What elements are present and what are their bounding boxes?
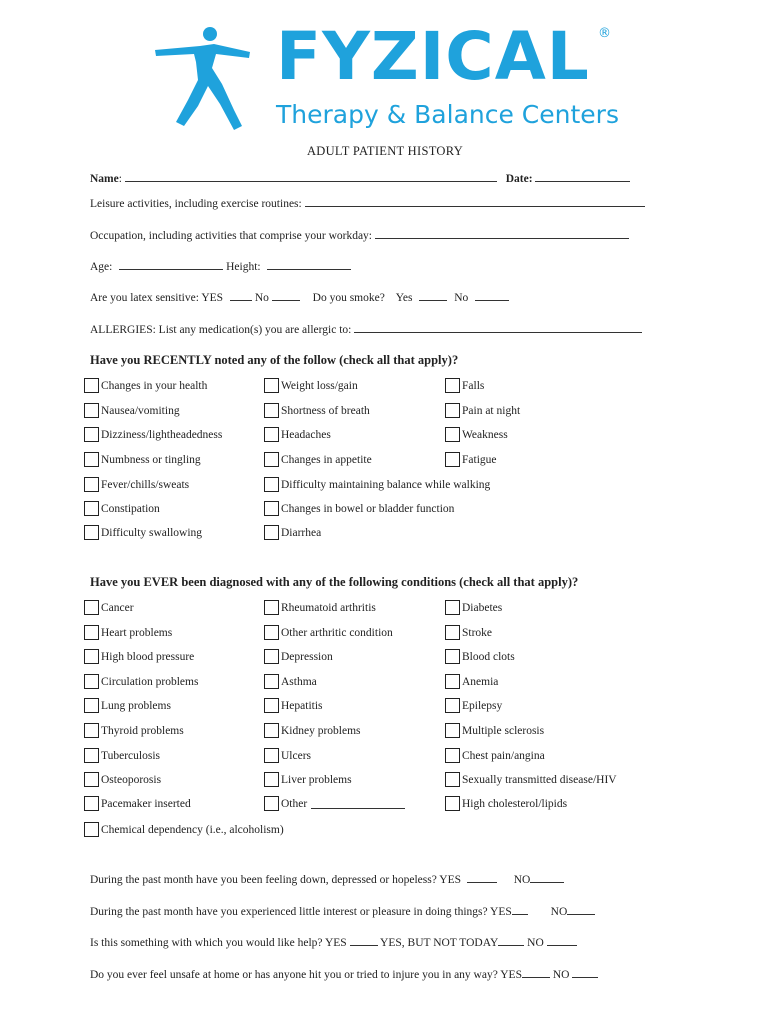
smoke-no-field[interactable] bbox=[475, 290, 509, 301]
ever-heading: Have you EVER been diagnosed with any of the following conditions (check all that apply)? bbox=[90, 575, 579, 589]
question-interest bbox=[90, 904, 595, 918]
q3-not-today-field[interactable] bbox=[498, 935, 524, 946]
checkbox-box[interactable] bbox=[445, 427, 460, 442]
checkbox-box[interactable] bbox=[84, 674, 99, 689]
date-field[interactable] bbox=[535, 171, 630, 182]
ever-checkbox[interactable] bbox=[84, 600, 134, 615]
checkbox-box[interactable] bbox=[445, 723, 460, 738]
checkbox-box[interactable] bbox=[84, 427, 99, 442]
checkbox-box[interactable] bbox=[264, 501, 279, 516]
checkbox-label: Headaches bbox=[281, 428, 331, 441]
ever-checkbox-other[interactable] bbox=[264, 796, 405, 811]
checkbox-box[interactable] bbox=[84, 649, 99, 664]
ever-checkbox[interactable] bbox=[84, 748, 160, 763]
recent-checkbox[interactable] bbox=[84, 525, 202, 540]
recent-checkbox[interactable] bbox=[264, 452, 372, 467]
q2-no-field[interactable] bbox=[567, 904, 595, 915]
checkbox-box[interactable] bbox=[264, 600, 279, 615]
checkbox-label: Dizziness/lightheadedness bbox=[101, 428, 223, 441]
checkbox-label: Osteoporosis bbox=[101, 773, 162, 786]
ever-checkbox[interactable] bbox=[84, 674, 198, 689]
checkbox-box[interactable] bbox=[84, 403, 99, 418]
recent-checkbox[interactable] bbox=[445, 452, 497, 467]
ever-checkbox[interactable] bbox=[264, 600, 376, 615]
ever-checkbox[interactable] bbox=[445, 649, 515, 664]
checkbox-label: Other bbox=[281, 797, 308, 810]
checkbox-box[interactable] bbox=[445, 649, 460, 664]
checkbox-box[interactable] bbox=[264, 452, 279, 467]
checkbox-label: High cholesterol/lipids bbox=[462, 797, 568, 810]
latex-no-field[interactable] bbox=[272, 290, 300, 301]
checkbox-label: Fatigue bbox=[462, 453, 497, 466]
checkbox-label: Liver problems bbox=[281, 773, 352, 786]
checkbox-label: Numbness or tingling bbox=[101, 453, 201, 466]
logo-subtitle: Therapy & Balance Centers bbox=[276, 100, 619, 129]
recent-checkbox[interactable] bbox=[84, 403, 180, 418]
q1-yes-field[interactable] bbox=[467, 872, 497, 883]
recent-checkbox[interactable] bbox=[84, 427, 222, 442]
ever-checkbox[interactable] bbox=[445, 674, 498, 689]
checkbox-box[interactable] bbox=[445, 378, 460, 393]
checkbox-box[interactable] bbox=[264, 427, 279, 442]
allergies-field[interactable] bbox=[354, 322, 642, 333]
checkbox-label: Pacemaker inserted bbox=[101, 797, 191, 810]
form-title: ADULT PATIENT HISTORY bbox=[306, 144, 464, 158]
checkbox-box[interactable] bbox=[264, 477, 279, 492]
checkbox-label: Thyroid problems bbox=[101, 724, 184, 737]
question-text: During the past month have you experienced little interest or pleasure in doing things? YES bbox=[90, 906, 512, 918]
checkbox-box[interactable] bbox=[445, 772, 460, 787]
checkbox-box[interactable] bbox=[445, 625, 460, 640]
checkbox-label: Tuberculosis bbox=[101, 749, 160, 762]
leisure-row bbox=[90, 196, 645, 210]
checkbox-box[interactable] bbox=[264, 625, 279, 640]
name-field[interactable] bbox=[125, 171, 497, 182]
checkbox-label: Depression bbox=[281, 650, 333, 663]
ever-checkbox[interactable] bbox=[84, 723, 184, 738]
checkbox-box[interactable] bbox=[84, 625, 99, 640]
q4-yes-field[interactable] bbox=[522, 967, 550, 978]
figure-logo-icon bbox=[150, 22, 260, 132]
ever-checkbox[interactable] bbox=[84, 822, 284, 837]
checkbox-box[interactable] bbox=[445, 674, 460, 689]
checkbox-box[interactable] bbox=[264, 796, 279, 811]
no-label: NO bbox=[550, 906, 568, 918]
ever-checkbox[interactable] bbox=[84, 625, 172, 640]
recent-checkbox[interactable] bbox=[264, 378, 358, 393]
height-label: Height: bbox=[226, 261, 261, 273]
question-text: Do you ever feel unsafe at home or has anyone hit you or tried to injure you in any way? YES bbox=[90, 969, 522, 981]
checkbox-label: Nausea/vomiting bbox=[101, 404, 180, 417]
ever-checkbox[interactable] bbox=[84, 698, 171, 713]
smoke-no-label: No bbox=[454, 292, 469, 304]
ever-checkbox[interactable] bbox=[264, 698, 323, 713]
smoke-yes-label: Yes bbox=[395, 292, 413, 304]
occupation-label: Occupation, including activities that comprise your workday: bbox=[90, 230, 372, 242]
smoke-yes-field[interactable] bbox=[419, 290, 447, 301]
checkbox-box[interactable] bbox=[84, 501, 99, 516]
recent-checkbox[interactable] bbox=[264, 501, 454, 516]
q1-no-field[interactable] bbox=[530, 872, 564, 883]
recent-checkbox[interactable] bbox=[445, 403, 520, 418]
recent-heading: Have you RECENTLY noted any of the follow (check all that apply)? bbox=[90, 353, 459, 367]
checkbox-box[interactable] bbox=[84, 698, 99, 713]
q2-yes-field[interactable] bbox=[512, 904, 528, 915]
checkbox-box[interactable] bbox=[84, 452, 99, 467]
name-date-row: Name: Date: bbox=[90, 171, 630, 185]
smoke-label: Do you smoke? bbox=[312, 292, 385, 304]
latex-no-label: No bbox=[254, 292, 269, 304]
allergies-row bbox=[90, 322, 642, 336]
recent-checkbox[interactable] bbox=[264, 525, 321, 540]
checkbox-box[interactable] bbox=[445, 600, 460, 615]
checkbox-label: Difficulty maintaining balance while walking bbox=[281, 478, 491, 491]
checkbox-box[interactable] bbox=[264, 378, 279, 393]
question-text: During the past month have you been feeling down, depressed or hopeless? YES bbox=[90, 874, 461, 886]
recent-checkbox[interactable] bbox=[445, 427, 508, 442]
checkbox-label: Other arthritic condition bbox=[281, 626, 393, 639]
checkbox-box[interactable] bbox=[84, 378, 99, 393]
ever-checkbox[interactable] bbox=[84, 649, 194, 664]
checkbox-label: Pain at night bbox=[462, 404, 521, 417]
recent-checkbox[interactable] bbox=[445, 378, 484, 393]
question-help bbox=[90, 935, 577, 949]
recent-checkbox[interactable] bbox=[84, 378, 207, 393]
recent-checkbox[interactable] bbox=[84, 477, 189, 492]
checkbox-label: Diabetes bbox=[462, 601, 503, 614]
checkbox-label: Changes in bowel or bladder function bbox=[281, 502, 455, 515]
checkbox-label: Sexually transmitted disease/HIV bbox=[462, 773, 617, 786]
checkbox-box[interactable] bbox=[84, 723, 99, 738]
checkbox-label: Stroke bbox=[462, 626, 493, 639]
recent-checkbox[interactable] bbox=[84, 452, 201, 467]
latex-smoke-row bbox=[90, 290, 509, 304]
checkbox-label: Epilepsy bbox=[462, 699, 503, 712]
checkbox-box[interactable] bbox=[84, 822, 99, 837]
checkbox-box[interactable] bbox=[264, 649, 279, 664]
latex-yes-field[interactable] bbox=[230, 290, 252, 301]
checkbox-box[interactable] bbox=[84, 477, 99, 492]
checkbox-label: Chemical dependency (i.e., alcoholism) bbox=[101, 823, 284, 836]
checkbox-label: Chest pain/angina bbox=[462, 749, 545, 762]
allergies-label: ALLERGIES: List any medication(s) you are allergic to: bbox=[90, 324, 352, 336]
recent-checkbox[interactable] bbox=[264, 477, 490, 492]
date-label: Date: bbox=[505, 173, 533, 185]
no-label: NO bbox=[527, 937, 544, 949]
checkbox-box[interactable] bbox=[264, 748, 279, 763]
checkbox-label: Heart problems bbox=[101, 626, 173, 639]
checkbox-box[interactable] bbox=[445, 452, 460, 467]
question-depressed bbox=[90, 872, 564, 886]
recent-checkbox[interactable] bbox=[84, 501, 160, 516]
no-label: NO bbox=[552, 969, 570, 981]
ever-checkbox[interactable] bbox=[264, 723, 361, 738]
checkbox-label: Hepatitis bbox=[281, 699, 323, 712]
checkbox-label: Anemia bbox=[462, 675, 499, 688]
ever-checkbox[interactable] bbox=[445, 698, 502, 713]
ever-checkbox[interactable] bbox=[445, 600, 502, 615]
ever-checkbox[interactable] bbox=[445, 796, 567, 811]
checkbox-box[interactable] bbox=[264, 525, 279, 540]
ever-checkbox[interactable] bbox=[445, 625, 492, 640]
checkbox-label: Constipation bbox=[101, 502, 160, 515]
ever-checkbox[interactable] bbox=[264, 748, 311, 763]
checkbox-label: Rheumatoid arthritis bbox=[281, 601, 376, 614]
checkbox-label: Asthma bbox=[281, 675, 317, 688]
checkbox-label: Diarrhea bbox=[281, 526, 322, 539]
q3-no-field[interactable] bbox=[547, 935, 577, 946]
yes-not-today-label: YES, BUT NOT TODAY bbox=[380, 937, 499, 949]
checkbox-box[interactable] bbox=[264, 674, 279, 689]
other-condition-field[interactable] bbox=[311, 798, 405, 809]
checkbox-box[interactable] bbox=[445, 796, 460, 811]
checkbox-label: Multiple sclerosis bbox=[462, 724, 545, 737]
checkbox-label: High blood pressure bbox=[101, 650, 195, 663]
checkbox-box[interactable] bbox=[264, 723, 279, 738]
ever-checkbox[interactable] bbox=[445, 748, 545, 763]
no-label: NO bbox=[513, 874, 531, 886]
checkbox-label: Weakness bbox=[462, 428, 508, 441]
checkbox-box[interactable] bbox=[445, 748, 460, 763]
leisure-field[interactable] bbox=[305, 196, 645, 207]
q3-yes-field[interactable] bbox=[350, 935, 378, 946]
ever-checkbox[interactable] bbox=[84, 772, 161, 787]
ever-checkbox[interactable] bbox=[264, 772, 352, 787]
occupation-row bbox=[90, 228, 629, 242]
ever-checkbox[interactable] bbox=[445, 723, 544, 738]
checkbox-label: Weight loss/gain bbox=[281, 379, 358, 392]
checkbox-label: Difficulty swallowing bbox=[101, 526, 203, 539]
checkbox-label: Blood clots bbox=[462, 650, 515, 663]
recent-checkbox[interactable] bbox=[264, 427, 331, 442]
checkbox-label: Changes in your health bbox=[101, 379, 208, 392]
logo-wordmark: FYZICAL bbox=[276, 18, 590, 95]
checkbox-label: Circulation problems bbox=[101, 675, 199, 688]
checkbox-box[interactable] bbox=[84, 796, 99, 811]
checkbox-box[interactable] bbox=[264, 772, 279, 787]
question-text: Is this something with which you would like help? YES bbox=[90, 937, 347, 949]
checkbox-label: Falls bbox=[462, 379, 485, 392]
ever-checkbox[interactable] bbox=[264, 649, 333, 664]
occupation-field[interactable] bbox=[375, 228, 629, 239]
ever-checkbox[interactable] bbox=[264, 674, 317, 689]
ever-checkbox[interactable] bbox=[445, 772, 617, 787]
checkbox-box[interactable] bbox=[445, 403, 460, 418]
checkbox-box[interactable] bbox=[84, 525, 99, 540]
checkbox-box[interactable] bbox=[264, 698, 279, 713]
q4-no-field[interactable] bbox=[572, 967, 598, 978]
fyzical-logo bbox=[150, 18, 620, 134]
checkbox-box[interactable] bbox=[264, 403, 279, 418]
latex-label: Are you latex sensitive: YES bbox=[90, 292, 224, 304]
name-label: Name bbox=[90, 173, 119, 185]
checkbox-box[interactable] bbox=[84, 600, 99, 615]
checkbox-label: Shortness of breath bbox=[281, 404, 370, 417]
registered-mark: ® bbox=[598, 26, 611, 41]
checkbox-label: Ulcers bbox=[281, 749, 312, 762]
ever-checkbox[interactable] bbox=[84, 796, 191, 811]
checkbox-box[interactable] bbox=[84, 748, 99, 763]
age-label: Age: bbox=[90, 261, 113, 273]
height-field[interactable] bbox=[267, 259, 351, 270]
checkbox-label: Cancer bbox=[101, 601, 134, 614]
leisure-label: Leisure activities, including exercise routines: bbox=[90, 198, 302, 210]
checkbox-label: Changes in appetite bbox=[281, 453, 372, 466]
recent-checkbox[interactable] bbox=[264, 403, 370, 418]
checkbox-label: Kidney problems bbox=[281, 724, 361, 737]
checkbox-box[interactable] bbox=[84, 772, 99, 787]
ever-checkbox[interactable] bbox=[264, 625, 393, 640]
checkbox-label: Lung problems bbox=[101, 699, 171, 712]
age-field[interactable] bbox=[119, 259, 223, 270]
checkbox-label: Fever/chills/sweats bbox=[101, 478, 190, 491]
age-height-row bbox=[90, 259, 351, 273]
checkbox-box[interactable] bbox=[445, 698, 460, 713]
question-safety bbox=[90, 967, 598, 981]
